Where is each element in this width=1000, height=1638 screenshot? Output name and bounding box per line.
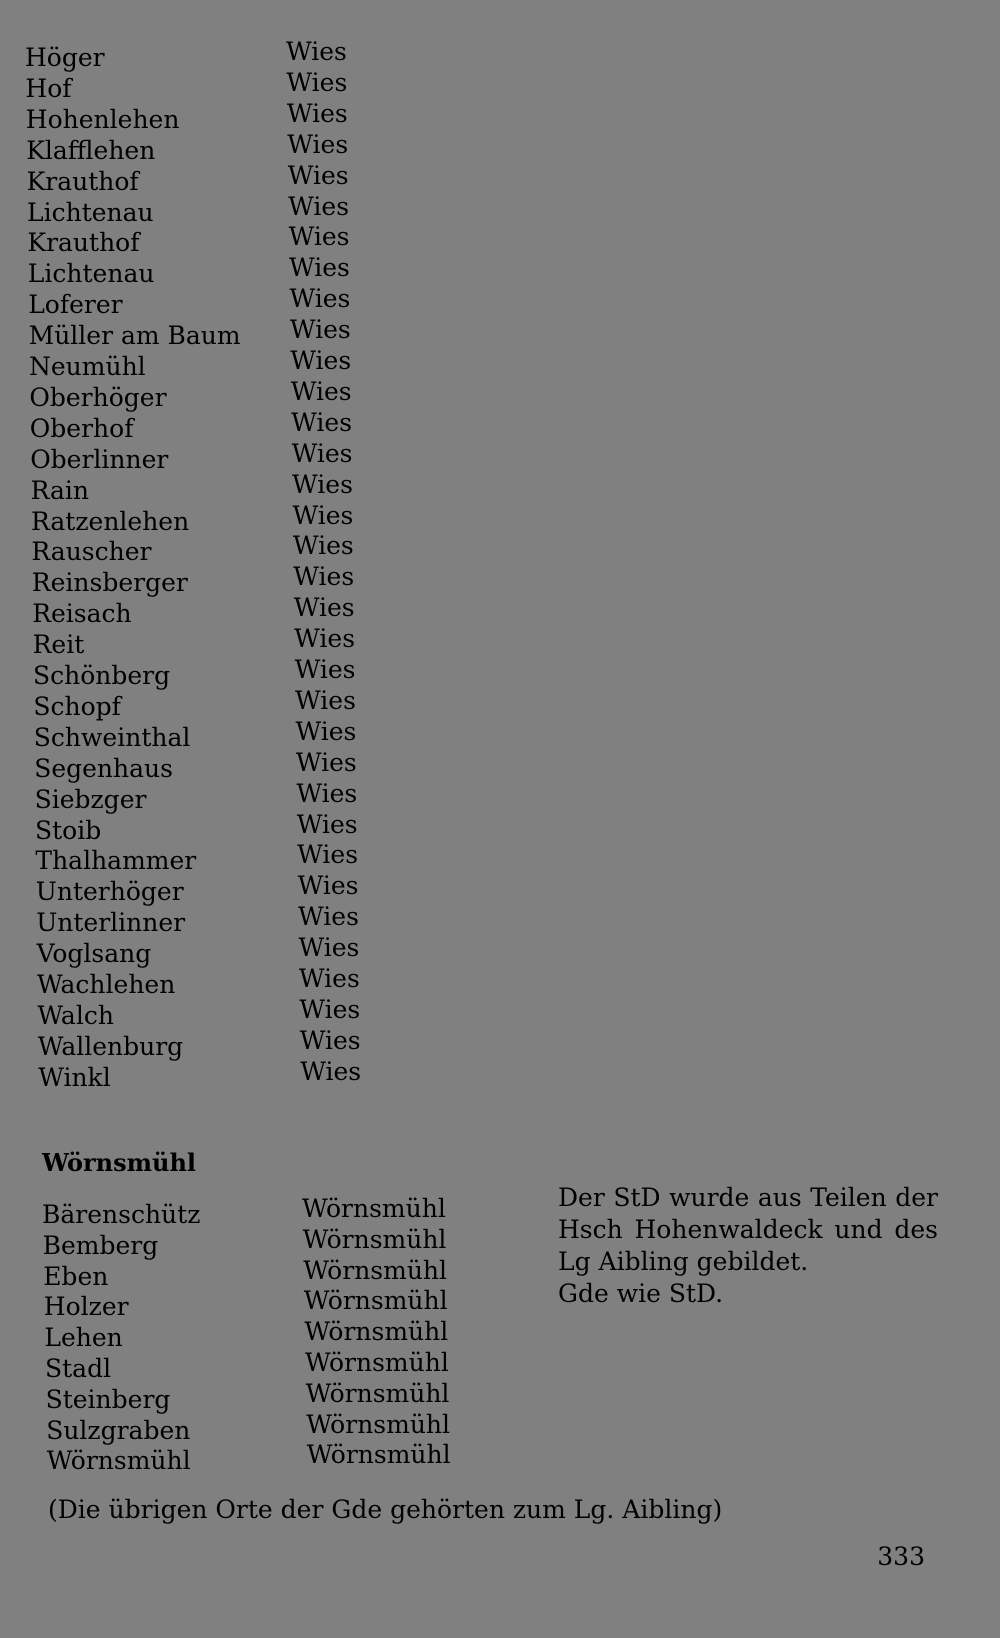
table-row <box>0 747 1000 784</box>
place-name: Lehen <box>44 1323 123 1353</box>
place-name: Höger <box>25 43 105 72</box>
municipality-name: Wies <box>295 716 357 746</box>
table-row <box>0 98 1000 135</box>
place-name: Rauscher <box>31 537 152 567</box>
place-name: Krauthof <box>26 166 139 196</box>
table-row <box>0 994 1000 1031</box>
table-row <box>0 222 1000 258</box>
place-name: Siebzger <box>34 784 147 814</box>
table-row <box>0 253 1000 289</box>
place-name: Thalhammer <box>35 846 197 876</box>
table-row <box>0 1440 1000 1476</box>
municipality-name: Wies <box>289 253 350 283</box>
municipality-name: Wörnsmühl <box>304 1317 449 1347</box>
table-row <box>0 593 1000 629</box>
municipality-name: Wies <box>290 346 352 375</box>
municipality-name: Wies <box>298 933 360 963</box>
table-row <box>0 964 1000 1000</box>
note-line: Lg Aibling gebildet. <box>558 1247 809 1276</box>
municipality-name: Wies <box>287 160 349 190</box>
section-heading-woernsmuehl: Wörnsmühl <box>42 1148 197 1177</box>
municipality-name: Wies <box>297 871 359 901</box>
place-name: Wachlehen <box>37 970 176 999</box>
place-name: Hohenlehen <box>25 104 180 134</box>
table-row <box>0 67 1000 104</box>
municipality-name: Wörnsmühl <box>303 1286 448 1316</box>
place-name: Winkl <box>38 1062 111 1092</box>
table-row <box>0 624 1000 660</box>
place-name: Stadl <box>45 1354 112 1383</box>
table-row <box>0 1409 1000 1446</box>
table-row <box>0 37 1000 73</box>
table-row <box>0 1348 1000 1384</box>
place-name: Rain <box>30 475 89 505</box>
municipality-name: Wies <box>290 376 352 406</box>
place-name: Segenhaus <box>34 753 173 783</box>
municipality-name: Wies <box>293 593 355 623</box>
place-name: Stoib <box>35 815 102 845</box>
district-note <box>558 1182 938 1310</box>
municipality-name: Wies <box>286 37 347 66</box>
place-name: Oberlinner <box>30 444 169 474</box>
municipality-name: Wies <box>292 469 353 499</box>
note-line: Der StD wurde aus Teilen der <box>558 1183 938 1212</box>
place-name: Holzer <box>43 1292 129 1322</box>
municipality-name: Wies <box>288 191 350 221</box>
table-row <box>0 1025 1000 1062</box>
place-name: Reisach <box>32 599 132 629</box>
footer-note: (Die übrigen Orte der Gde gehörten zum Lg. Aibling) <box>48 1495 723 1524</box>
table-row <box>0 562 1000 598</box>
place-name: Lichtenau <box>27 259 155 289</box>
place-name: Steinberg <box>45 1384 171 1414</box>
table-row <box>0 407 1000 444</box>
page-number: 333 <box>877 1542 925 1571</box>
municipality-name: Wörnsmühl <box>306 1440 451 1470</box>
table-row <box>0 840 1000 876</box>
municipality-name: Wies <box>300 1056 362 1086</box>
table-row <box>0 1317 1000 1353</box>
municipality-name: Wörnsmühl <box>305 1378 450 1408</box>
table-row <box>0 902 1000 938</box>
municipality-name: Wies <box>291 438 353 468</box>
table-row <box>0 469 1000 506</box>
municipality-name: Wies <box>286 98 348 128</box>
municipality-name: Wörnsmühl <box>302 1194 446 1223</box>
table-row <box>0 871 1000 907</box>
table-row <box>0 1056 1000 1093</box>
place-name: Lichtenau <box>27 197 154 227</box>
place-name: Müller am Baum <box>28 321 241 351</box>
place-name: Voglsang <box>36 939 152 969</box>
table-row <box>0 500 1000 537</box>
municipality-name: Wies <box>295 685 356 715</box>
table-row <box>0 716 1000 753</box>
place-name: Unterhöger <box>35 877 184 907</box>
municipality-name: Wies <box>297 840 359 870</box>
municipality-name: Wies <box>287 129 349 159</box>
table-row <box>0 376 1000 413</box>
municipality-name: Wörnsmühl <box>303 1255 448 1285</box>
place-name: Wallenburg <box>37 1031 184 1061</box>
table-row <box>0 160 1000 197</box>
table-row <box>0 438 1000 475</box>
table-row <box>0 315 1000 351</box>
municipality-name: Wörnsmühl <box>306 1409 451 1439</box>
place-name: Wörnsmühl <box>46 1446 191 1476</box>
table-row <box>0 129 1000 166</box>
municipality-name: Wies <box>299 994 361 1024</box>
table-row <box>0 933 1000 969</box>
place-name: Eben <box>43 1261 109 1291</box>
municipality-name: Wies <box>294 624 356 654</box>
place-name: Unterlinner <box>36 908 186 938</box>
municipality-name: Wies <box>295 747 357 777</box>
table-row <box>0 1378 1000 1415</box>
place-name: Krauthof <box>27 228 140 258</box>
place-name: Sulzgraben <box>46 1415 191 1445</box>
municipality-name: Wies <box>288 222 350 252</box>
note-line: Hsch Hohenwaldeck und des <box>558 1215 938 1244</box>
municipality-name: Wies <box>298 902 359 932</box>
place-name: Schönberg <box>33 661 171 690</box>
municipality-name: Wies <box>289 284 351 314</box>
place-name: Schweinthal <box>33 722 191 752</box>
note-line: Gde wie StD. <box>558 1279 724 1308</box>
place-name: Reinsberger <box>31 568 188 598</box>
municipality-name: Wies <box>292 531 354 561</box>
table-row <box>0 655 1000 691</box>
place-name: Bemberg <box>42 1230 159 1260</box>
table-row <box>0 809 1000 846</box>
municipality-name: Wies <box>293 562 355 592</box>
municipality-name: Wies <box>298 964 360 993</box>
table-row <box>0 685 1000 722</box>
place-name: Ratzenlehen <box>31 506 190 536</box>
table-row <box>0 778 1000 815</box>
place-name: Schopf <box>33 691 121 721</box>
table-row <box>0 284 1000 320</box>
municipality-name: Wörnsmühl <box>305 1348 449 1377</box>
place-name: Oberhof <box>29 413 134 443</box>
place-name: Loferer <box>28 290 123 320</box>
place-name: Reit <box>32 630 85 660</box>
municipality-name: Wies <box>296 778 358 808</box>
table-row <box>0 531 1000 567</box>
municipality-name: Wies <box>291 407 353 437</box>
place-name: Klafflehen <box>26 135 156 165</box>
municipality-name: Wies <box>289 315 351 345</box>
municipality-name: Wörnsmühl <box>302 1224 447 1254</box>
place-name: Hof <box>25 73 72 103</box>
table-row <box>0 191 1000 228</box>
place-name: Bärenschütz <box>42 1200 201 1229</box>
municipality-name: Wies <box>294 655 356 684</box>
municipality-name: Wies <box>296 809 358 839</box>
municipality-name: Wies <box>299 1025 361 1055</box>
place-name: Oberhöger <box>29 382 167 412</box>
municipality-name: Wies <box>286 67 348 97</box>
place-name: Walch <box>37 1000 114 1030</box>
table-row <box>0 346 1000 382</box>
place-name: Neumühl <box>29 352 146 381</box>
municipality-name: Wies <box>292 500 354 530</box>
